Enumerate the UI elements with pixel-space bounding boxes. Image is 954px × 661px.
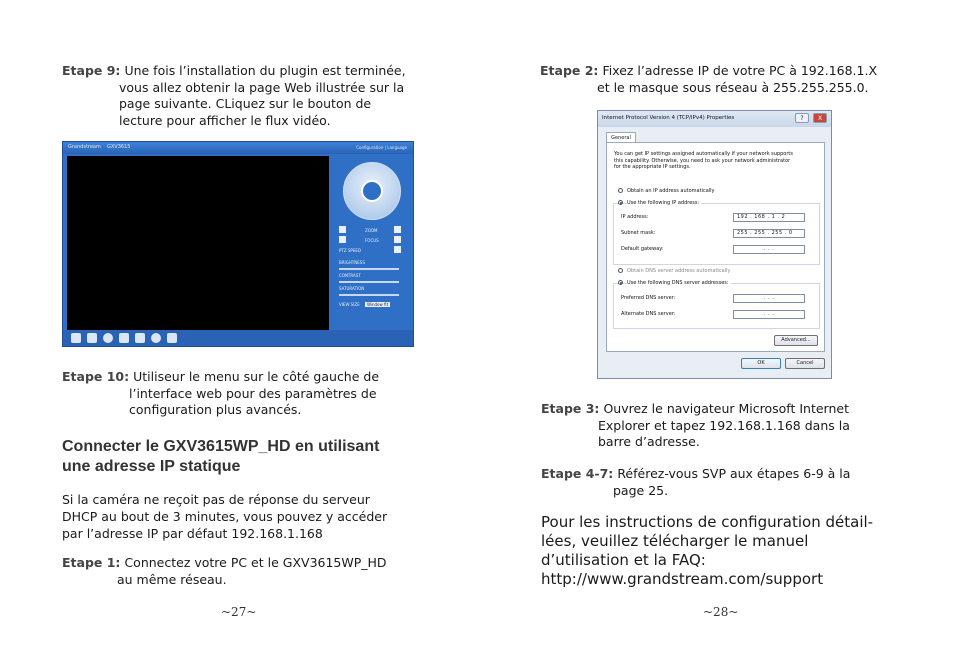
step-10-label: Etape 10:: [62, 369, 130, 384]
page-number-right: ~28~: [703, 605, 739, 619]
speed-box-icon: [394, 246, 401, 253]
focus-label: FOCUS: [365, 238, 379, 243]
radio-auto-dns[interactable]: [618, 268, 623, 273]
contrast-slider: [339, 281, 399, 283]
subnet-mask-field[interactable]: 255 . 255 . 255 . 0: [733, 229, 805, 238]
radio-auto-dns-label: Obtain DNS server address automatically: [627, 268, 731, 274]
record-icon: [103, 333, 113, 343]
refresh-icon: [361, 180, 383, 202]
close-button[interactable]: X: [813, 113, 827, 123]
step-4-7-label: Etape 4-7:: [541, 466, 614, 481]
ptz-dpad-icon: [343, 162, 401, 220]
description-line: this capability. Otherwise, you need to ask your network administrator: [614, 157, 791, 164]
ip-address-field[interactable]: 192 . 168 . 1 . 2: [733, 213, 805, 222]
advanced-button[interactable]: Advanced...: [774, 335, 818, 346]
ip-address-label: IP address:: [621, 214, 649, 220]
step-2: [540, 63, 920, 96]
step-10-line: Utiliseur le menu sur le côté gauche de: [133, 369, 380, 384]
view-size-select: Window fit: [367, 302, 389, 307]
intro-line: Si la caméra ne reçoit pas de réponse du serveur: [62, 492, 370, 507]
step-3-line: Explorer et tapez 192.168.1.168 dans la: [598, 417, 850, 433]
radio-auto-ip-label: Obtain an IP address automatically: [627, 188, 715, 194]
zoom-control: [339, 226, 407, 235]
ptz-speed-label: PTZ SPEED: [339, 248, 361, 253]
tab-general[interactable]: General: [606, 132, 636, 143]
dialog-title: Internet Protocol Version 4 (TCP/IPv4) Properties: [602, 115, 735, 121]
plus-icon: [394, 226, 401, 233]
intro-line: par l’adresse IP par défaut 192.168.1.168: [62, 526, 323, 541]
step-3: [541, 401, 921, 451]
step-1-label: Etape 1:: [62, 555, 121, 570]
brightness-slider: [339, 268, 399, 270]
help-button[interactable]: ?: [795, 113, 809, 123]
step-9: [62, 63, 422, 129]
focus-control: [339, 236, 407, 245]
step-3-line: Ouvrez le navigateur Microsoft Internet: [603, 401, 849, 416]
dialog-panel: [606, 142, 825, 352]
web-ui-bottom-toolbar: [63, 330, 413, 346]
subnet-mask-label: Subnet mask:: [621, 230, 656, 236]
intro-line: DHCP au bout de 3 minutes, vous pouvez y accéder: [62, 509, 388, 524]
description-line: for the appropriate IP settings.: [614, 164, 691, 170]
stop-icon: [87, 333, 97, 343]
heading-line: une adresse IP statique: [62, 458, 241, 475]
web-ui-topbar: [63, 142, 413, 154]
web-ui-side-panel: [335, 156, 411, 332]
step-10: [62, 369, 422, 419]
step-9-label: Etape 9:: [62, 63, 121, 78]
view-size-label: VIEW SIZE: [339, 302, 360, 307]
step-10-line: l’interface web pour des paramètres de: [129, 385, 377, 401]
ok-button[interactable]: OK: [741, 358, 781, 369]
step-10-line: configuration plus avancés.: [129, 402, 302, 417]
brightness-label: BRIGHTNESS: [339, 260, 365, 265]
saturation-control: [339, 286, 407, 295]
web-ui-model: GXV3615: [107, 144, 131, 150]
description-line: You can get IP settings assigned automatically if your network supports: [614, 151, 793, 157]
contrast-control: [339, 273, 407, 282]
play-icon: [71, 333, 81, 343]
dialog-description: [614, 151, 824, 171]
step-3-line: barre d’adresse.: [598, 434, 700, 449]
step-1-line: Connectez votre PC et le GXV3615WP_HD: [124, 555, 387, 570]
dns-group: [613, 283, 820, 329]
closing-line: lées, veuillez télécharger le manuel: [541, 532, 809, 550]
dialog-titlebar: [598, 111, 831, 127]
saturation-label: SATURATION: [339, 286, 365, 291]
web-ui-top-links: Configuration | Language: [356, 145, 407, 150]
step-2-line: et le masque sous réseau à 255.255.255.0.: [597, 79, 869, 95]
step-3-label: Etape 3:: [541, 401, 600, 416]
plus-icon: [394, 236, 401, 243]
audio-icon: [135, 333, 145, 343]
step-1: [62, 555, 422, 588]
step-9-line: Une fois l’installation du plugin est terminée,: [124, 63, 406, 78]
closing-line: d’utilisation et la FAQ:: [541, 551, 706, 569]
alternate-dns-label: Alternate DNS server:: [621, 311, 676, 317]
contrast-label: CONTRAST: [339, 273, 361, 278]
default-gateway-field[interactable]: . . .: [733, 245, 805, 254]
radio-use-dns-label: Use the following DNS server addresses:: [627, 280, 729, 286]
step-2-label: Etape 2:: [540, 63, 599, 78]
radio-auto-ip[interactable]: [618, 188, 623, 193]
heading-line: Connecter le GXV3615WP_HD en utilisant: [62, 438, 380, 455]
brightness-control: [339, 260, 407, 269]
saturation-slider: [339, 294, 399, 296]
cancel-button[interactable]: Cancel: [785, 358, 825, 369]
step-1-line: au même réseau.: [117, 571, 227, 587]
default-gateway-label: Default gateway:: [621, 246, 664, 252]
ptz-speed-control: [339, 246, 407, 255]
section-heading: [62, 437, 432, 477]
minus-icon: [339, 226, 346, 233]
web-ui-brand: Grandstream: [68, 144, 101, 150]
support-link[interactable]: http://www.grandstream.com/support: [541, 570, 824, 588]
preferred-dns-label: Preferred DNS server:: [621, 295, 676, 301]
preferred-dns-field[interactable]: . . .: [733, 294, 805, 303]
intro-paragraph: [62, 491, 432, 542]
view-size-control: [339, 300, 407, 309]
ipv4-properties-dialog: [597, 110, 832, 379]
web-ui-screenshot: [62, 141, 414, 347]
step-9-line: lecture pour afficher le flux vidéo.: [119, 112, 331, 128]
video-area: [67, 156, 329, 332]
step-9-line: page suivante. CLiquez sur le bouton de: [119, 96, 372, 111]
zoom-label: ZOOM: [365, 228, 378, 233]
closing-paragraph: [541, 513, 931, 589]
step-2-line: Fixez l’adresse IP de votre PC à 192.168.1.X: [602, 63, 878, 78]
closing-line: Pour les instructions de configuration détail-: [541, 513, 874, 531]
step-4-7: [541, 466, 921, 499]
step-9-line: vous allez obtenir la page Web illustrée sur la: [119, 79, 405, 95]
settings-icon: [151, 333, 161, 343]
page-number-left: ~27~: [221, 605, 257, 619]
radio-use-dns[interactable]: [618, 280, 623, 285]
step-4-7-line: Référez-vous SVP aux étapes 6-9 à la: [617, 466, 851, 481]
minus-icon: [339, 236, 346, 243]
alternate-dns-field[interactable]: . . .: [733, 310, 805, 319]
radio-use-ip[interactable]: [618, 200, 623, 205]
radio-use-ip-label: Use the following IP address:: [627, 200, 700, 206]
step-4-7-line: page 25.: [613, 482, 669, 498]
fullscreen-icon: [167, 333, 177, 343]
snapshot-icon: [119, 333, 129, 343]
